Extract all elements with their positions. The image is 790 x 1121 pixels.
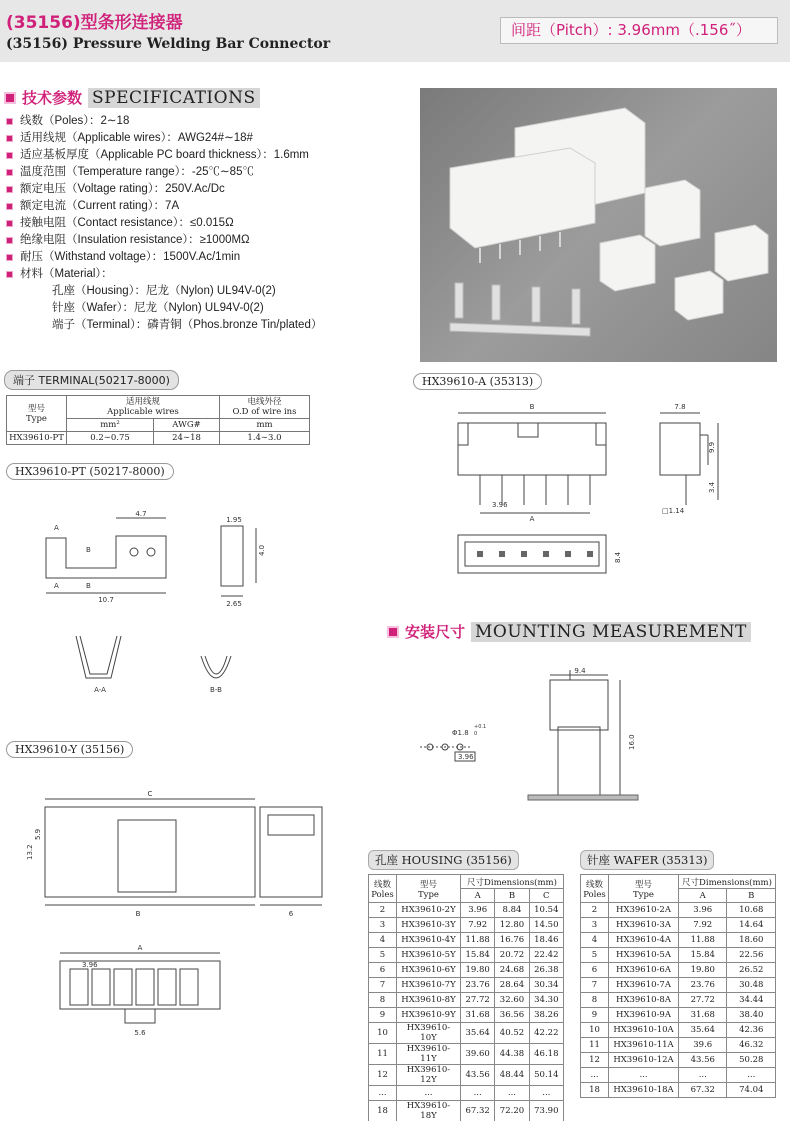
product-photo — [420, 88, 777, 362]
dim-label: 8.4 — [614, 551, 622, 563]
bullet-icon — [6, 118, 13, 125]
table-row — [369, 1023, 564, 1044]
table-cell: 5 — [581, 948, 609, 963]
table-row — [581, 948, 776, 963]
table-cell: 19.80 — [461, 963, 495, 978]
table-cell: ... — [609, 1068, 679, 1083]
table-row — [369, 993, 564, 1008]
table-cell: 3 — [369, 918, 397, 933]
table-cell: ... — [529, 1086, 563, 1101]
table-cell: HX39610-8A — [609, 993, 679, 1008]
table-cell: 24.68 — [495, 963, 529, 978]
table-cell: 23.76 — [461, 978, 495, 993]
table-header: 型号 Type — [609, 875, 679, 903]
dim-label: A — [54, 582, 59, 590]
dim-label: 5.9 — [34, 828, 42, 840]
table-row — [369, 918, 564, 933]
table-cell: HX39610-12Y — [397, 1065, 461, 1086]
title-english: (35156) Pressure Welding Bar Connector — [6, 36, 331, 52]
spec-item: 额定电压（Voltage rating）：250V.Ac/Dc — [6, 181, 406, 198]
wafer-tag: 针座 WAFER (35313) — [580, 850, 714, 870]
table-cell: 5 — [369, 948, 397, 963]
table-row — [581, 933, 776, 948]
pitch-label: 间距（Pitch）: 3.96mm（.156˝） — [500, 17, 778, 44]
table-cell: 48.44 — [495, 1065, 529, 1086]
table-header: AWG# — [154, 419, 220, 432]
terminal-drawing — [36, 508, 276, 698]
table-cell: 15.84 — [679, 948, 727, 963]
table-cell: HX39610-11Y — [397, 1044, 461, 1065]
table-header: 尺寸Dimensions(mm) — [679, 875, 776, 889]
table-cell: 74.04 — [727, 1083, 776, 1098]
table-row — [581, 1038, 776, 1053]
table-header: 型号 Type — [397, 875, 461, 903]
table-cell: HX39610-4A — [609, 933, 679, 948]
specifications-heading — [4, 87, 260, 108]
table-header: B — [495, 889, 529, 903]
dim-label: B-B — [210, 686, 222, 694]
dim-label: 6 — [288, 910, 294, 918]
table-row — [581, 993, 776, 1008]
table-cell: 40.52 — [495, 1023, 529, 1044]
heading-english: MOUNTING MEASUREMENT — [471, 622, 751, 642]
table-row — [369, 1086, 564, 1101]
table-cell: 9 — [369, 1008, 397, 1023]
table-cell: ... — [679, 1068, 727, 1083]
dim-label: 3.96 — [82, 961, 98, 969]
mounting-drawing — [410, 665, 660, 815]
table-cell: 8 — [581, 993, 609, 1008]
material-housing: 孔座（Housing）：尼龙（Nylon) UL94V-0(2) — [52, 285, 276, 297]
table-row — [369, 1044, 564, 1065]
table-cell: 38.26 — [529, 1008, 563, 1023]
table-cell: HX39610-9Y — [397, 1008, 461, 1023]
table-cell: HX39610-12A — [609, 1053, 679, 1068]
table-cell: 10 — [369, 1023, 397, 1044]
table-header: A — [679, 889, 727, 903]
bullet-icon — [6, 220, 13, 227]
table-cell: 15.84 — [461, 948, 495, 963]
table-row — [581, 978, 776, 993]
table-cell: 27.72 — [679, 993, 727, 1008]
table-cell: 50.14 — [529, 1065, 563, 1086]
table-cell: 18.60 — [727, 933, 776, 948]
table-header: 线数 Poles — [581, 875, 609, 903]
table-cell: ... — [727, 1068, 776, 1083]
spec-item: 适应基板厚度（Applicable PC board thickness）：1.6mm — [6, 147, 406, 164]
wafer-table-body — [581, 903, 776, 1098]
table-cell: HX39610-18Y — [397, 1101, 461, 1121]
table-cell: 7 — [581, 978, 609, 993]
table-row — [369, 1008, 564, 1023]
table-cell: 3 — [581, 918, 609, 933]
table-cell: 7 — [369, 978, 397, 993]
table-row — [369, 963, 564, 978]
table-cell: 11 — [581, 1038, 609, 1053]
dim-label: □1.14 — [662, 507, 685, 515]
table-cell: HX39610-8Y — [397, 993, 461, 1008]
table-cell: 27.72 — [461, 993, 495, 1008]
housing-drawing — [20, 785, 340, 1055]
table-row — [369, 1065, 564, 1086]
table-cell: 18 — [581, 1083, 609, 1098]
hx-y-tag: HX39610-Y (35156) — [6, 741, 133, 758]
table-cell: 6 — [369, 963, 397, 978]
dim-label: B — [135, 910, 141, 918]
bullet-icon — [6, 203, 13, 210]
spec-item: 材料（Material）： — [6, 266, 406, 283]
table-cell: 14.50 — [529, 918, 563, 933]
table-cell: HX39610-7A — [609, 978, 679, 993]
dim-label: 9.4 — [574, 667, 586, 675]
dim-label: A — [137, 944, 143, 952]
table-cell: 36.56 — [495, 1008, 529, 1023]
dim-label: C — [147, 790, 153, 798]
table-row — [581, 1023, 776, 1038]
table-cell: 10.54 — [529, 903, 563, 918]
dim-label: B — [86, 582, 91, 590]
dim-label: 3.96 — [458, 753, 474, 761]
table-cell: 12 — [581, 1053, 609, 1068]
table-row: HX39610-PT 0.2∼0.75 24∼18 1.4∼3.0 — [7, 432, 310, 445]
table-cell: 8.84 — [495, 903, 529, 918]
table-cell: 26.38 — [529, 963, 563, 978]
table-cell: 31.68 — [461, 1008, 495, 1023]
heading-chinese: 技术参数 — [22, 89, 83, 107]
table-cell: 67.32 — [461, 1101, 495, 1121]
table-cell: 22.56 — [727, 948, 776, 963]
title-chinese: (35156)型条形连接器 — [6, 13, 183, 33]
bullet-icon — [6, 254, 13, 261]
table-row — [581, 1083, 776, 1098]
mounting-heading — [387, 621, 751, 642]
table-cell: 73.90 — [529, 1101, 563, 1121]
dim-label: B — [529, 403, 535, 411]
table-cell: 7.92 — [679, 918, 727, 933]
table-cell: 32.60 — [495, 993, 529, 1008]
table-row — [369, 1101, 564, 1121]
table-cell: 18.46 — [529, 933, 563, 948]
dim-label: A — [54, 524, 59, 532]
spec-item: 额定电流（Current rating）：7A — [6, 198, 406, 215]
table-header: B — [727, 889, 776, 903]
table-cell: 8 — [369, 993, 397, 1008]
table-row — [581, 1053, 776, 1068]
bullet-icon — [6, 169, 13, 176]
table-cell: 3.96 — [461, 903, 495, 918]
table-cell: 14.64 — [727, 918, 776, 933]
table-cell: HX39610-5A — [609, 948, 679, 963]
table-cell: 46.18 — [529, 1044, 563, 1065]
table-cell: 34.44 — [727, 993, 776, 1008]
hx-a-tag: HX39610-A (35313) — [413, 373, 542, 390]
dim-label: 16.0 — [628, 734, 636, 750]
table-header: A — [461, 889, 495, 903]
table-cell: HX39610-2Y — [397, 903, 461, 918]
spec-item: 接触电阻（Contact resistance）：≤0.015Ω — [6, 215, 406, 232]
spec-item: 温度范围（Temperature range）：-25℃∼85℃ — [6, 164, 406, 181]
table-cell: 4 — [369, 933, 397, 948]
table-header: C — [529, 889, 563, 903]
table-cell: 43.56 — [461, 1065, 495, 1086]
wafer-drawing — [450, 395, 740, 595]
table-cell: 35.64 — [679, 1023, 727, 1038]
table-header: 适用线规 Applicable wires — [67, 396, 220, 419]
table-row — [581, 1008, 776, 1023]
dim-label: 4.0 — [258, 544, 266, 556]
table-cell: 23.76 — [679, 978, 727, 993]
table-header: mm — [220, 419, 310, 432]
dim-label: 3.96 — [492, 501, 508, 509]
housing-table — [368, 874, 564, 1121]
table-cell: 19.80 — [679, 963, 727, 978]
table-cell: 44.38 — [495, 1044, 529, 1065]
bullet-icon — [6, 271, 13, 278]
table-row — [581, 1068, 776, 1083]
square-bullet-icon — [4, 92, 16, 104]
table-cell: 20.72 — [495, 948, 529, 963]
dim-label: 2.65 — [226, 600, 242, 608]
dim-label: +0.1 — [474, 724, 487, 730]
dim-label: 0 — [474, 731, 478, 737]
table-cell: HX39610-18A — [609, 1083, 679, 1098]
table-header: 型号 Type — [7, 396, 67, 432]
table-row — [581, 963, 776, 978]
spec-item: 适用线规（Applicable wires）：AWG24#∼18# — [6, 130, 406, 147]
table-cell: 11 — [369, 1044, 397, 1065]
table-cell: HX39610-5Y — [397, 948, 461, 963]
table-cell: 35.64 — [461, 1023, 495, 1044]
table-row — [581, 903, 776, 918]
connector-illustration — [420, 88, 777, 362]
table-row — [369, 948, 564, 963]
table-cell: 46.32 — [727, 1038, 776, 1053]
housing-table-body — [369, 903, 564, 1121]
table-cell: ... — [461, 1086, 495, 1101]
table-cell: HX39610-10A — [609, 1023, 679, 1038]
table-cell: 9 — [581, 1008, 609, 1023]
table-cell: HX39610-2A — [609, 903, 679, 918]
table-cell: 10.68 — [727, 903, 776, 918]
dim-label: 10.7 — [98, 596, 114, 604]
table-header: 尺寸Dimensions(mm) — [461, 875, 564, 889]
bullet-icon — [6, 186, 13, 193]
spec-item: 耐压（Withstand voltage）：1500V.Ac/1min — [6, 249, 406, 266]
hx-pt-tag: HX39610-PT (50217-8000) — [6, 463, 174, 480]
table-cell: 11.88 — [461, 933, 495, 948]
table-cell: 30.34 — [529, 978, 563, 993]
dim-label: 9.9 — [708, 441, 716, 453]
table-cell: 22.42 — [529, 948, 563, 963]
wafer-table — [580, 874, 776, 1098]
table-cell: 72.20 — [495, 1101, 529, 1121]
table-cell: 2 — [581, 903, 609, 918]
bullet-icon — [6, 152, 13, 159]
table-cell: 34.30 — [529, 993, 563, 1008]
table-cell: 12 — [369, 1065, 397, 1086]
table-header: mm² — [67, 419, 154, 432]
table-cell: 28.64 — [495, 978, 529, 993]
terminal-tag: 端子 TERMINAL(50217-8000) — [4, 370, 179, 390]
table-cell: 7.92 — [461, 918, 495, 933]
table-cell: 50.28 — [727, 1053, 776, 1068]
table-cell: 12.80 — [495, 918, 529, 933]
dim-label: A — [529, 515, 535, 523]
table-cell: 42.22 — [529, 1023, 563, 1044]
table-cell: 39.60 — [461, 1044, 495, 1065]
housing-tag: 孔座 HOUSING (35156) — [368, 850, 519, 870]
bullet-icon — [6, 135, 13, 142]
spec-item: 绝缘电阻（Insulation resistance）：≥1000MΩ — [6, 232, 406, 249]
table-row — [369, 978, 564, 993]
table-cell: 39.6 — [679, 1038, 727, 1053]
table-cell: 3.96 — [679, 903, 727, 918]
material-terminal: 端子（Terminal）：磷青铜（Phos.bronze Tin/plated） — [52, 319, 323, 331]
table-cell: 11.88 — [679, 933, 727, 948]
table-cell: 38.40 — [727, 1008, 776, 1023]
heading-chinese: 安装尺寸 — [405, 623, 466, 641]
dim-label: B — [86, 546, 91, 554]
table-cell: 30.48 — [727, 978, 776, 993]
table-cell: HX39610-11A — [609, 1038, 679, 1053]
table-cell: 67.32 — [679, 1083, 727, 1098]
table-header: 线数 Poles — [369, 875, 397, 903]
table-cell: HX39610-10Y — [397, 1023, 461, 1044]
table-cell: ... — [581, 1068, 609, 1083]
table-cell: 10 — [581, 1023, 609, 1038]
table-row — [369, 933, 564, 948]
dim-label: A-A — [94, 686, 106, 694]
material-wafer: 针座（Wafer）：尼龙（Nylon) UL94V-0(2) — [52, 302, 264, 314]
table-cell: HX39610-6Y — [397, 963, 461, 978]
spec-item: 线数（Poles）：2∼18 — [6, 113, 406, 130]
table-cell: 43.56 — [679, 1053, 727, 1068]
terminal-table — [6, 395, 310, 445]
table-cell: 4 — [581, 933, 609, 948]
table-row — [369, 903, 564, 918]
table-cell: 2 — [369, 903, 397, 918]
dim-label: 4.7 — [135, 510, 147, 518]
dim-label: 3.4 — [708, 481, 716, 493]
table-cell: 31.68 — [679, 1008, 727, 1023]
dim-label: 1.95 — [226, 516, 242, 524]
table-cell: 42.36 — [727, 1023, 776, 1038]
dim-label: Φ1.8 — [452, 729, 469, 737]
table-cell: 16.76 — [495, 933, 529, 948]
table-row — [581, 918, 776, 933]
table-cell: 6 — [581, 963, 609, 978]
table-cell: HX39610-7Y — [397, 978, 461, 993]
table-cell: HX39610-6A — [609, 963, 679, 978]
table-cell: HX39610-4Y — [397, 933, 461, 948]
table-cell: 18 — [369, 1101, 397, 1121]
table-cell: HX39610-3Y — [397, 918, 461, 933]
table-cell: HX39610-9A — [609, 1008, 679, 1023]
dim-label: 5.6 — [134, 1029, 146, 1037]
table-cell: 26.52 — [727, 963, 776, 978]
table-cell: ... — [495, 1086, 529, 1101]
table-header: 电线外径 O.D of wire ins — [220, 396, 310, 419]
square-bullet-icon — [387, 626, 399, 638]
spec-list — [6, 113, 406, 334]
heading-english: SPECIFICATIONS — [88, 88, 260, 108]
table-cell: HX39610-3A — [609, 918, 679, 933]
bullet-icon — [6, 237, 13, 244]
dim-label: 13.2 — [26, 844, 34, 860]
dim-label: 7.8 — [674, 403, 686, 411]
table-cell: ... — [369, 1086, 397, 1101]
table-cell: ... — [397, 1086, 461, 1101]
